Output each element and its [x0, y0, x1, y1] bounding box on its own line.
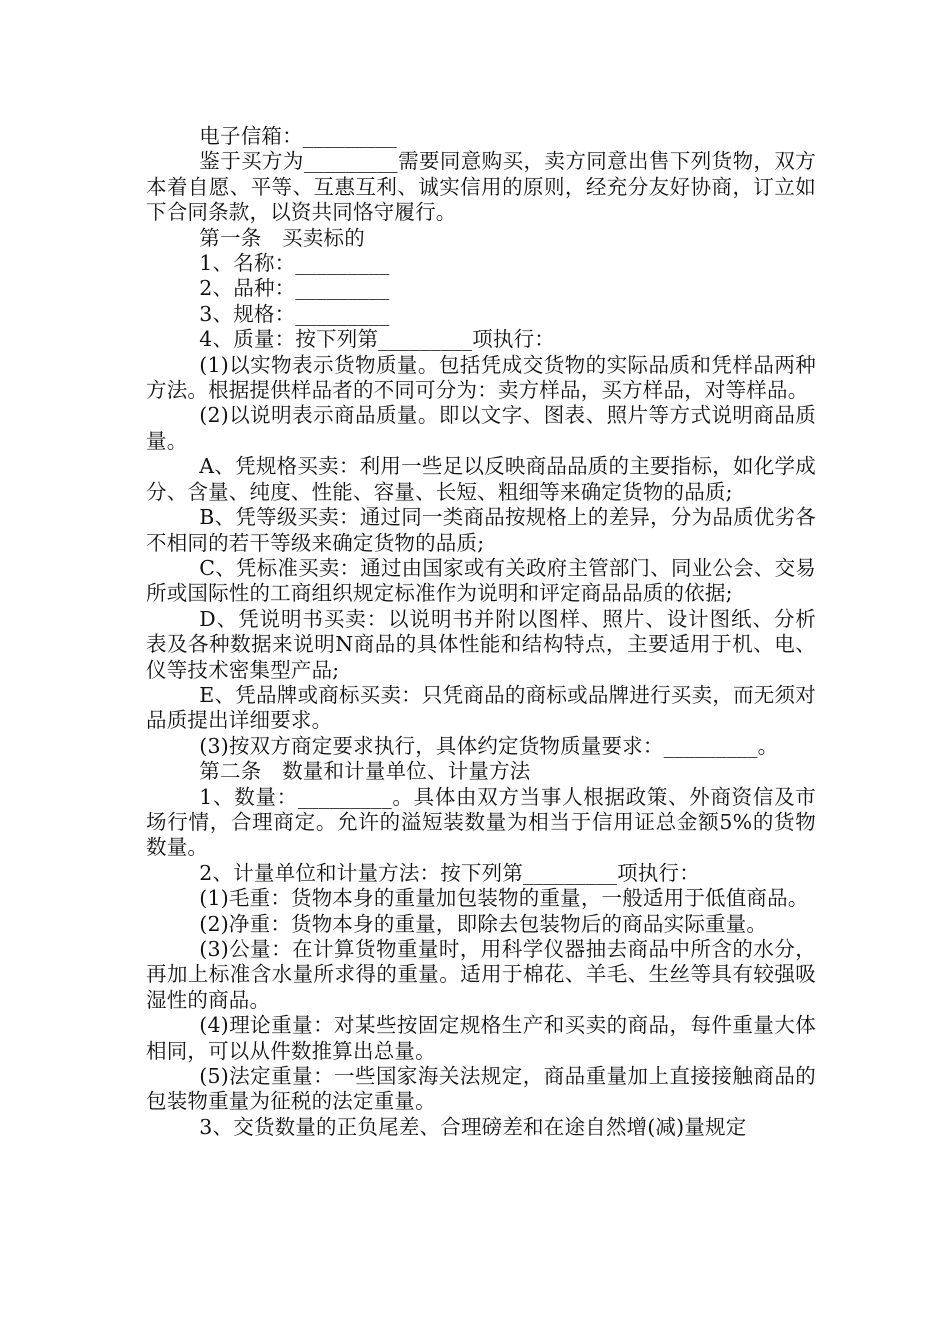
measurement-option-3: (3)公量：在计算货物重量时，用科学仪器抽去商品中所含的水分，再加上标准含水量所求得的重量。适用于棉花、羊毛、生丝等具有较强吸湿性的商品。 — [146, 937, 816, 1012]
item-variety: 2、品种：_________ — [199, 276, 390, 301]
quality-option-2c: C、凭标准买卖：通过由国家或有关政府主管部门、同业公会、交易所或国际性的工商组织规定标准作为说明和评定商品品质的依据; — [146, 555, 816, 606]
item-specification: 3、规格：_________ — [199, 301, 390, 326]
measurement-option-4: (4)理论重量：对某些按固定规格生产和买卖的商品，每件重量大体相同，可以从件数推算出总量。 — [146, 1013, 816, 1063]
email-line: 电子信箱：_________ — [199, 124, 397, 148]
quality-option-2d: D、凭说明书买卖：以说明书并附以图样、照片、设计图纸、分析表及各种数据来说明N商品的具体性能和结构特点，主要适用于机、电、仪等技术密集型产品; — [146, 606, 816, 682]
measurement-item: 2、计量单位和计量方法：按下列第_________项执行： — [199, 860, 700, 885]
quality-option-2: (2)以说明表示商品质量。即以文字、图表、照片等方式说明商品质量。 — [146, 403, 816, 453]
quality-option-3: (3)按双方商定要求执行，具体约定货物质量要求：_________。 — [199, 733, 779, 758]
preamble-paragraph: 鉴于买方为_________需要同意购买，卖方同意出售下列货物，双方本着自愿、平等、互惠互利、诚实信用的原则，经充分友好协商，订立如下合同条款，以资共同恪守履行。 — [146, 149, 816, 225]
measurement-option-5: (5)法定重量：一些国家海关法规定，商品重量加上直接接触商品的包装物重量为征税的法定重量。 — [146, 1064, 816, 1114]
item-quality: 4、质量：按下列第_________项执行： — [199, 327, 555, 352]
quality-option-2a: A、凭规格买卖：利用一些足以反映商品品质的主要指标，如化学成分、含量、纯度、性能、容量、长短、粗细等来确定货物的品质; — [146, 454, 816, 504]
measurement-option-1: (1)毛重：货物本身的重量加包装物的重量，一般适用于低值商品。 — [199, 886, 809, 911]
item-name: 1、名称：_________ — [199, 251, 390, 276]
quantity-item: 1、数量：_________。具体由双方当事人根据政策、外商资信及市场行情，合理商定。允许的溢短装数量为相当于信用证总金额5%的货物数量。 — [146, 784, 816, 860]
quality-option-2e: E、凭品牌或商标买卖：只凭商品的商标或品牌进行买卖，而无须对品质提出详细要求。 — [146, 682, 816, 733]
article-1-heading: 第一条 买卖标的 — [199, 225, 365, 250]
tolerance-item: 3、交货数量的正负尾差、合理磅差和在途自然增(减)量规定 — [199, 1114, 747, 1139]
article-2-heading: 第二条 数量和计量单位、计量方法 — [199, 759, 531, 784]
quality-option-1: (1)以实物表示货物质量。包括凭成交货物的实际品质和凭样品两种方法。根据提供样品者的不同可分为：卖方样品，买方样品，对等样品。 — [146, 352, 816, 403]
quality-option-2b: B、凭等级买卖：通过同一类商品按规格上的差异，分为品质优劣各不相同的若干等级来确定货物的品质; — [146, 505, 816, 555]
measurement-option-2: (2)净重：货物本身的重量，即除去包装物后的商品实际重量。 — [199, 911, 768, 936]
contract-body — [146, 124, 816, 1140]
